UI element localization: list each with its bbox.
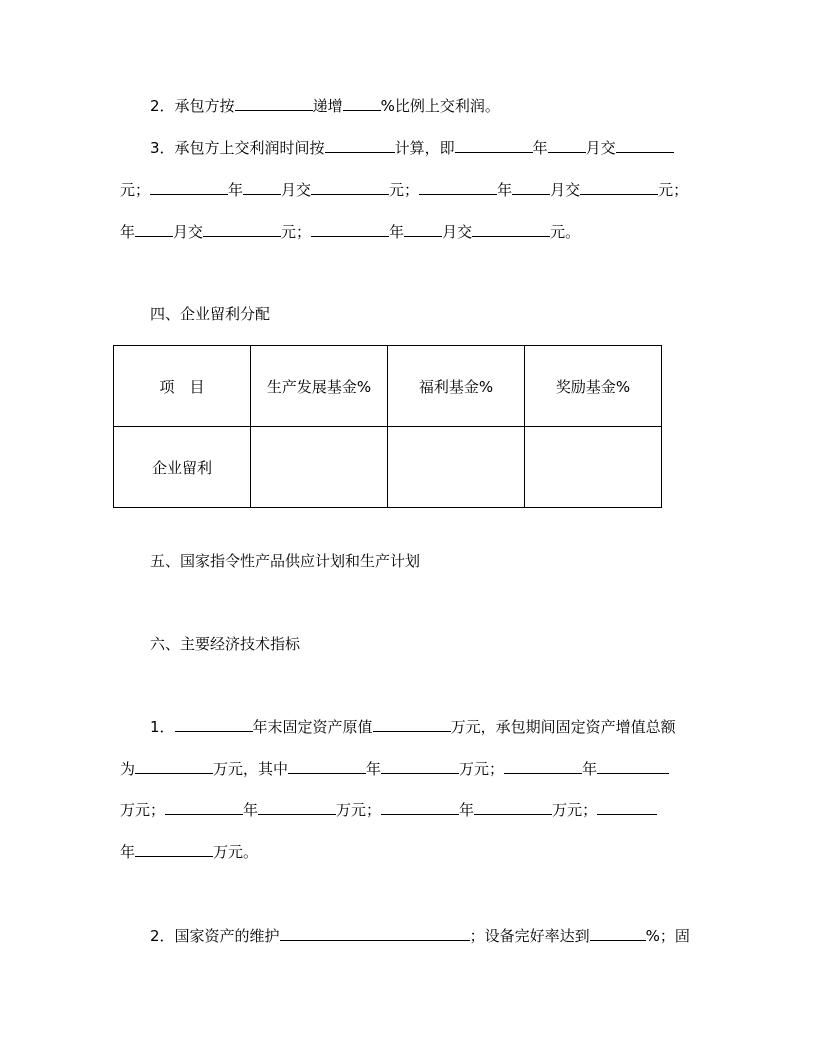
blank-field[interactable] xyxy=(243,180,281,195)
blank-field[interactable] xyxy=(597,759,669,774)
blank-field[interactable] xyxy=(288,759,366,774)
fixed-assets-continued: 为 万元，其中 年 万元； 年 xyxy=(120,759,700,779)
clause-number: 3． xyxy=(150,139,175,157)
table-cell[interactable] xyxy=(388,427,525,508)
table-header-row xyxy=(114,346,662,427)
blank-field[interactable] xyxy=(175,717,253,732)
blank-field[interactable] xyxy=(165,800,243,815)
table-row xyxy=(114,427,662,508)
profit-schedule-end: 年 月交 元； 年 月交 元。 xyxy=(120,223,581,241)
blank-field[interactable] xyxy=(472,222,550,237)
blank-field[interactable] xyxy=(616,138,674,153)
blank-field[interactable] xyxy=(258,800,336,815)
blank-field[interactable] xyxy=(381,800,459,815)
table-header-cell: 福利基金% xyxy=(388,346,525,427)
blank-field[interactable] xyxy=(311,180,389,195)
blank-field[interactable] xyxy=(590,926,646,941)
fixed-assets-continued: 万元； 年 万元； 年 万元； xyxy=(120,800,700,820)
clause-number: 2． xyxy=(150,927,175,945)
blank-field[interactable] xyxy=(280,926,470,941)
blank-field[interactable] xyxy=(419,180,497,195)
fixed-assets-end: 年 万元。 xyxy=(120,843,259,861)
blank-field[interactable] xyxy=(580,180,658,195)
blank-field[interactable] xyxy=(311,222,389,237)
blank-field[interactable] xyxy=(325,138,395,153)
blank-field[interactable] xyxy=(135,222,173,237)
clause-number: 2． xyxy=(150,97,175,115)
blank-field[interactable] xyxy=(474,800,552,815)
profit-schedule-continued: 元； 年 月交 元； 年 月交 元； xyxy=(120,181,689,199)
blank-field[interactable] xyxy=(203,222,281,237)
blank-field[interactable] xyxy=(548,138,586,153)
blank-field[interactable] xyxy=(381,759,459,774)
blank-field[interactable] xyxy=(404,222,442,237)
section-heading: 五、国家指令性产品供应计划和生产计划 xyxy=(150,552,421,570)
blank-field[interactable] xyxy=(512,180,550,195)
blank-field[interactable] xyxy=(135,842,213,857)
clause-number: 1． xyxy=(150,718,175,736)
blank-field[interactable] xyxy=(235,96,313,111)
table-header-cell: 生产发展基金% xyxy=(251,346,388,427)
retained-profit-table xyxy=(113,345,662,508)
blank-field[interactable] xyxy=(150,180,228,195)
fixed-assets-clause: 1． 年末固定资产原值 万元，承包期间固定资产增值总额 xyxy=(150,718,676,736)
blank-field[interactable] xyxy=(343,96,381,111)
blank-field[interactable] xyxy=(373,717,451,732)
section-heading: 四、企业留利分配 xyxy=(150,305,271,323)
table-cell[interactable] xyxy=(525,427,662,508)
profit-increase-clause: 2．承包方按 递增 %比例上交利润。 xyxy=(150,97,500,115)
blank-field[interactable] xyxy=(455,138,533,153)
blank-field[interactable] xyxy=(504,759,582,774)
blank-field[interactable] xyxy=(135,759,213,774)
profit-schedule-clause: 3．承包方上交利润时间按 计算，即 年 月交 xyxy=(150,138,700,158)
table-header-cell: 奖励基金% xyxy=(525,346,662,427)
table-cell[interactable] xyxy=(251,427,388,508)
asset-maintenance-clause: 2．国家资产的维护 ；设备完好率达到 %；固 xyxy=(150,927,690,945)
section-heading: 六、主要经济技术指标 xyxy=(150,635,301,653)
blank-field[interactable] xyxy=(597,800,657,815)
table-header-cell: 项 目 xyxy=(114,346,251,427)
table-row-label: 企业留利 xyxy=(114,427,251,508)
